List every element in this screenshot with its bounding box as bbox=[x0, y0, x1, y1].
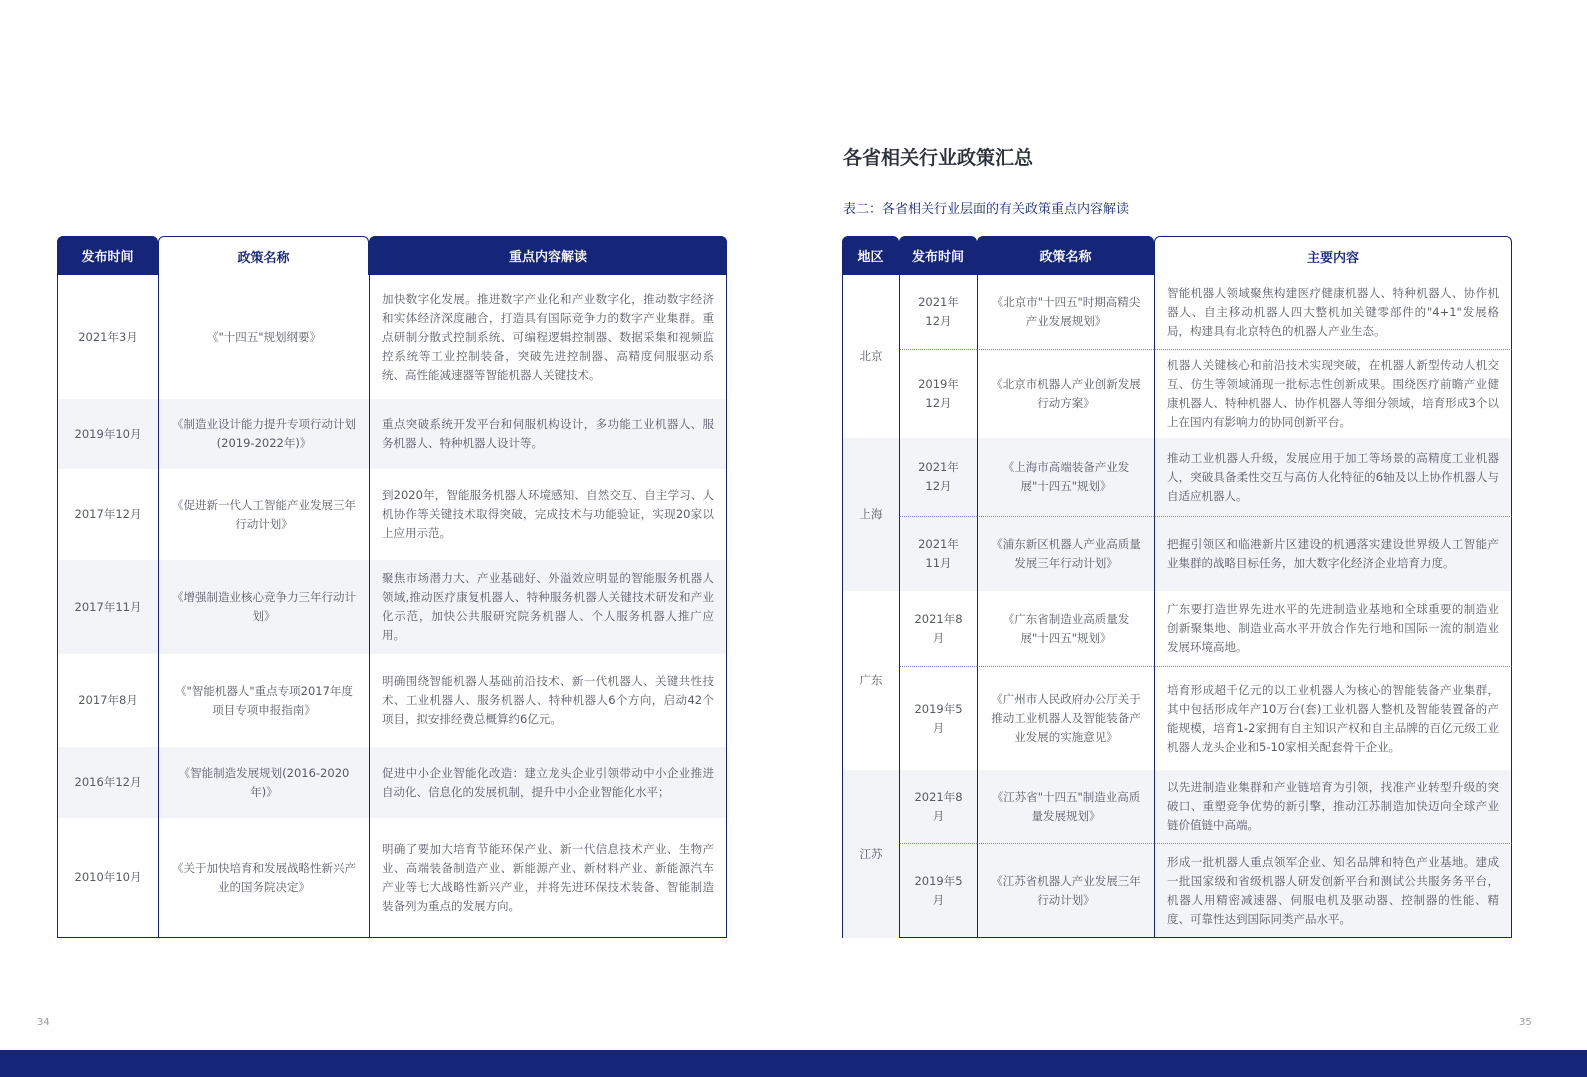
header-region: 地区 bbox=[842, 236, 899, 275]
policy-content: 把握引领区和临港新片区建设的机遇落实建设世界级人工智能产业集群的战略目标任务，加大数字化经济企业培育力度。 bbox=[1154, 516, 1512, 591]
table-row bbox=[842, 275, 1512, 349]
policy-content: 到2020年，智能服务机器人环境感知、自然交互、自主学习、人机协作等关键技术取得突破，完成技术与功能验证，实现20家以上应用示范。 bbox=[369, 469, 727, 560]
table-row bbox=[842, 843, 1512, 938]
policy-date: 2019年5月 bbox=[899, 843, 977, 938]
table-row bbox=[842, 591, 1512, 666]
policy-name: 《关于加快培育和发展战略性新兴产业的国务院决定》 bbox=[158, 818, 369, 938]
policy-date: 2017年8月 bbox=[57, 654, 158, 747]
policy-date: 2019年12月 bbox=[899, 349, 977, 438]
policy-name: 《北京市"十四五"时期高精尖产业发展规划》 bbox=[977, 275, 1154, 349]
policy-name: 《江苏省机器人产业发展三年行动计划》 bbox=[977, 843, 1154, 938]
table-row bbox=[57, 747, 727, 818]
region-cell: 广东 bbox=[842, 591, 899, 770]
policy-name: 《"十四五"规划纲要》 bbox=[158, 275, 369, 399]
policy-name: 《"智能机器人"重点专项2017年度项目专项申报指南》 bbox=[158, 654, 369, 747]
table-row bbox=[842, 516, 1512, 591]
policy-date: 2017年12月 bbox=[57, 469, 158, 560]
policy-content: 形成一批机器人重点领军企业、知名品牌和特色产业基地。建成一批国家级和省级机器人研发创新平台和测试公共服务务平台，机器人用精密减速器、伺服电机及驱动器、控制器的性能、精度、可靠性达到国际同类产品水平。 bbox=[1154, 843, 1512, 938]
table-row bbox=[842, 438, 1512, 516]
page-number-left: 34 bbox=[37, 1017, 50, 1028]
policy-date: 2021年8月 bbox=[899, 770, 977, 843]
policy-date: 2016年12月 bbox=[57, 747, 158, 818]
table-row bbox=[57, 654, 727, 747]
policy-content: 智能机器人领域聚焦构建医疗健康机器人、特种机器人、协作机器人、自主移动机器人四大整机加关键零部件的"4+1"发展格局，构建具有北京特色的机器人产业生态。 bbox=[1154, 275, 1512, 349]
policy-name: 《促进新一代人工智能产业发展三年行动计划》 bbox=[158, 469, 369, 560]
table-row bbox=[57, 818, 727, 938]
policy-name: 《智能制造发展规划(2016-2020年)》 bbox=[158, 747, 369, 818]
table-row bbox=[842, 666, 1512, 770]
policy-content: 培育形成超千亿元的以工业机器人为核心的智能装备产业集群，其中包括形成年产10万台(套)工业机器人整机及智能装置备的产能规模，培育1-2家拥有自主知识产权和自主品牌的百亿元级工业机器人龙头企业和5-10家相关配套骨干企业。 bbox=[1154, 666, 1512, 770]
table-row bbox=[842, 770, 1512, 843]
policy-content: 推动工业机器人升级，发展应用于加工等场景的高精度工业机器人，突破具备柔性交互与高仿人化特征的6轴及以上协作机器人与自适应机器人。 bbox=[1154, 438, 1512, 516]
region-cell: 上海 bbox=[842, 438, 899, 591]
header-date: 发布时间 bbox=[57, 236, 158, 275]
policy-content: 明确了要加大培育节能环保产业、新一代信息技术产业、生物产业、高端装备制造产业、新能源产业、新材料产业、新能源汽车产业等七大战略性新兴产业，并将先进环保技术装备、智能制造装备列为重点的发展方向。 bbox=[369, 818, 727, 938]
policy-name: 《广州市人民政府办公厅关于推动工业机器人及智能装备产业发展的实施意见》 bbox=[977, 666, 1154, 770]
header-policy-name: 政策名称 bbox=[977, 236, 1154, 275]
policy-date: 2021年3月 bbox=[57, 275, 158, 399]
table-row bbox=[842, 349, 1512, 438]
policy-name: 《增强制造业核心竞争力三年行动计划》 bbox=[158, 560, 369, 654]
header-key-content: 重点内容解读 bbox=[369, 236, 727, 275]
policy-content: 聚焦市场潜力大、产业基础好、外溢效应明显的智能服务机器人领域,推动医疗康复机器人、特种服务机器人关键技术研发和产业化示范，加快公共服研究院务机器人、个人服务机器人推广应用。 bbox=[369, 560, 727, 654]
header-policy-name: 政策名称 bbox=[158, 236, 369, 275]
policy-content: 机器人关键核心和前沿技术实现突破，在机器人新型传动人机交互、仿生等领域涌现一批标志性创新成果。围绕医疗前瞻产业健康机器人、特种机器人、协作机器人等细分领域，培育形成3个以上在国内有影响力的协同创新平台。 bbox=[1154, 349, 1512, 438]
national-policy-table bbox=[57, 236, 727, 938]
policy-content: 重点突破系统开发平台和伺服机构设计，多功能工业机器人、服务机器人、特种机器人设计等。 bbox=[369, 399, 727, 469]
table-caption: 表二：各省相关行业层面的有关政策重点内容解读 bbox=[843, 202, 1130, 217]
policy-name: 《上海市高端装备产业发展"十四五"规划》 bbox=[977, 438, 1154, 516]
policy-content: 促进中小企业智能化改造：建立龙头企业引领带动中小企业推进自动化、信息化的发展机制，提升中小企业智能化水平； bbox=[369, 747, 727, 818]
header-main-content: 主要内容 bbox=[1154, 236, 1512, 275]
policy-name: 《制造业设计能力提升专项行动计划(2019-2022年)》 bbox=[158, 399, 369, 469]
footer-bar bbox=[0, 1050, 1587, 1077]
policy-name: 《北京市机器人产业创新发展行动方案》 bbox=[977, 349, 1154, 438]
section-title: 各省相关行业政策汇总 bbox=[843, 147, 1034, 169]
policy-date: 2021年8月 bbox=[899, 591, 977, 666]
policy-name: 《江苏省"十四五"制造业高质量发展规划》 bbox=[977, 770, 1154, 843]
policy-date: 2021年12月 bbox=[899, 275, 977, 349]
policy-name: 《浦东新区机器人产业高质量发展三年行动计划》 bbox=[977, 516, 1154, 591]
policy-content: 明确围绕智能机器人基础前沿技术、新一代机器人、关键共性技术、工业机器人、服务机器人、特种机器人6个方向，启动42个项目，拟安排经费总概算约6亿元。 bbox=[369, 654, 727, 747]
table-row bbox=[57, 399, 727, 469]
policy-content: 加快数字化发展。推进数字产业化和产业数字化，推动数字经济和实体经济深度融合，打造具有国际竞争力的数字产业集群。重点研制分散式控制系统、可编程逻辑控制器、数据采集和视频监控系统等工业控制装备，突破先进控制器、高精度伺服驱动系统、高性能减速器等智能机器人关键技术。 bbox=[369, 275, 727, 399]
policy-date: 2017年11月 bbox=[57, 560, 158, 654]
policy-date: 2019年10月 bbox=[57, 399, 158, 469]
table-row bbox=[57, 469, 727, 560]
policy-content: 以先进制造业集群和产业链培育为引领，找准产业转型升级的突破口、重塑竞争优势的新引擎，推动江苏制造加快迈向全球产业链价值链中高端。 bbox=[1154, 770, 1512, 843]
table-row bbox=[57, 560, 727, 654]
provincial-policy-table bbox=[842, 236, 1512, 938]
page-number-right: 35 bbox=[1519, 1017, 1532, 1028]
region-cell: 北京 bbox=[842, 275, 899, 438]
table-row bbox=[57, 275, 727, 399]
policy-name: 《广东省制造业高质量发展"十四五"规划》 bbox=[977, 591, 1154, 666]
region-cell: 江苏 bbox=[842, 770, 899, 938]
policy-date: 2019年5月 bbox=[899, 666, 977, 770]
policy-date: 2010年10月 bbox=[57, 818, 158, 938]
policy-date: 2021年11月 bbox=[899, 516, 977, 591]
policy-content: 广东要打造世界先进水平的先进制造业基地和全球重要的制造业创新聚集地、制造业高水平开放合作先行地和国际一流的制造业发展环境高地。 bbox=[1154, 591, 1512, 666]
policy-date: 2021年12月 bbox=[899, 438, 977, 516]
header-date: 发布时间 bbox=[899, 236, 977, 275]
